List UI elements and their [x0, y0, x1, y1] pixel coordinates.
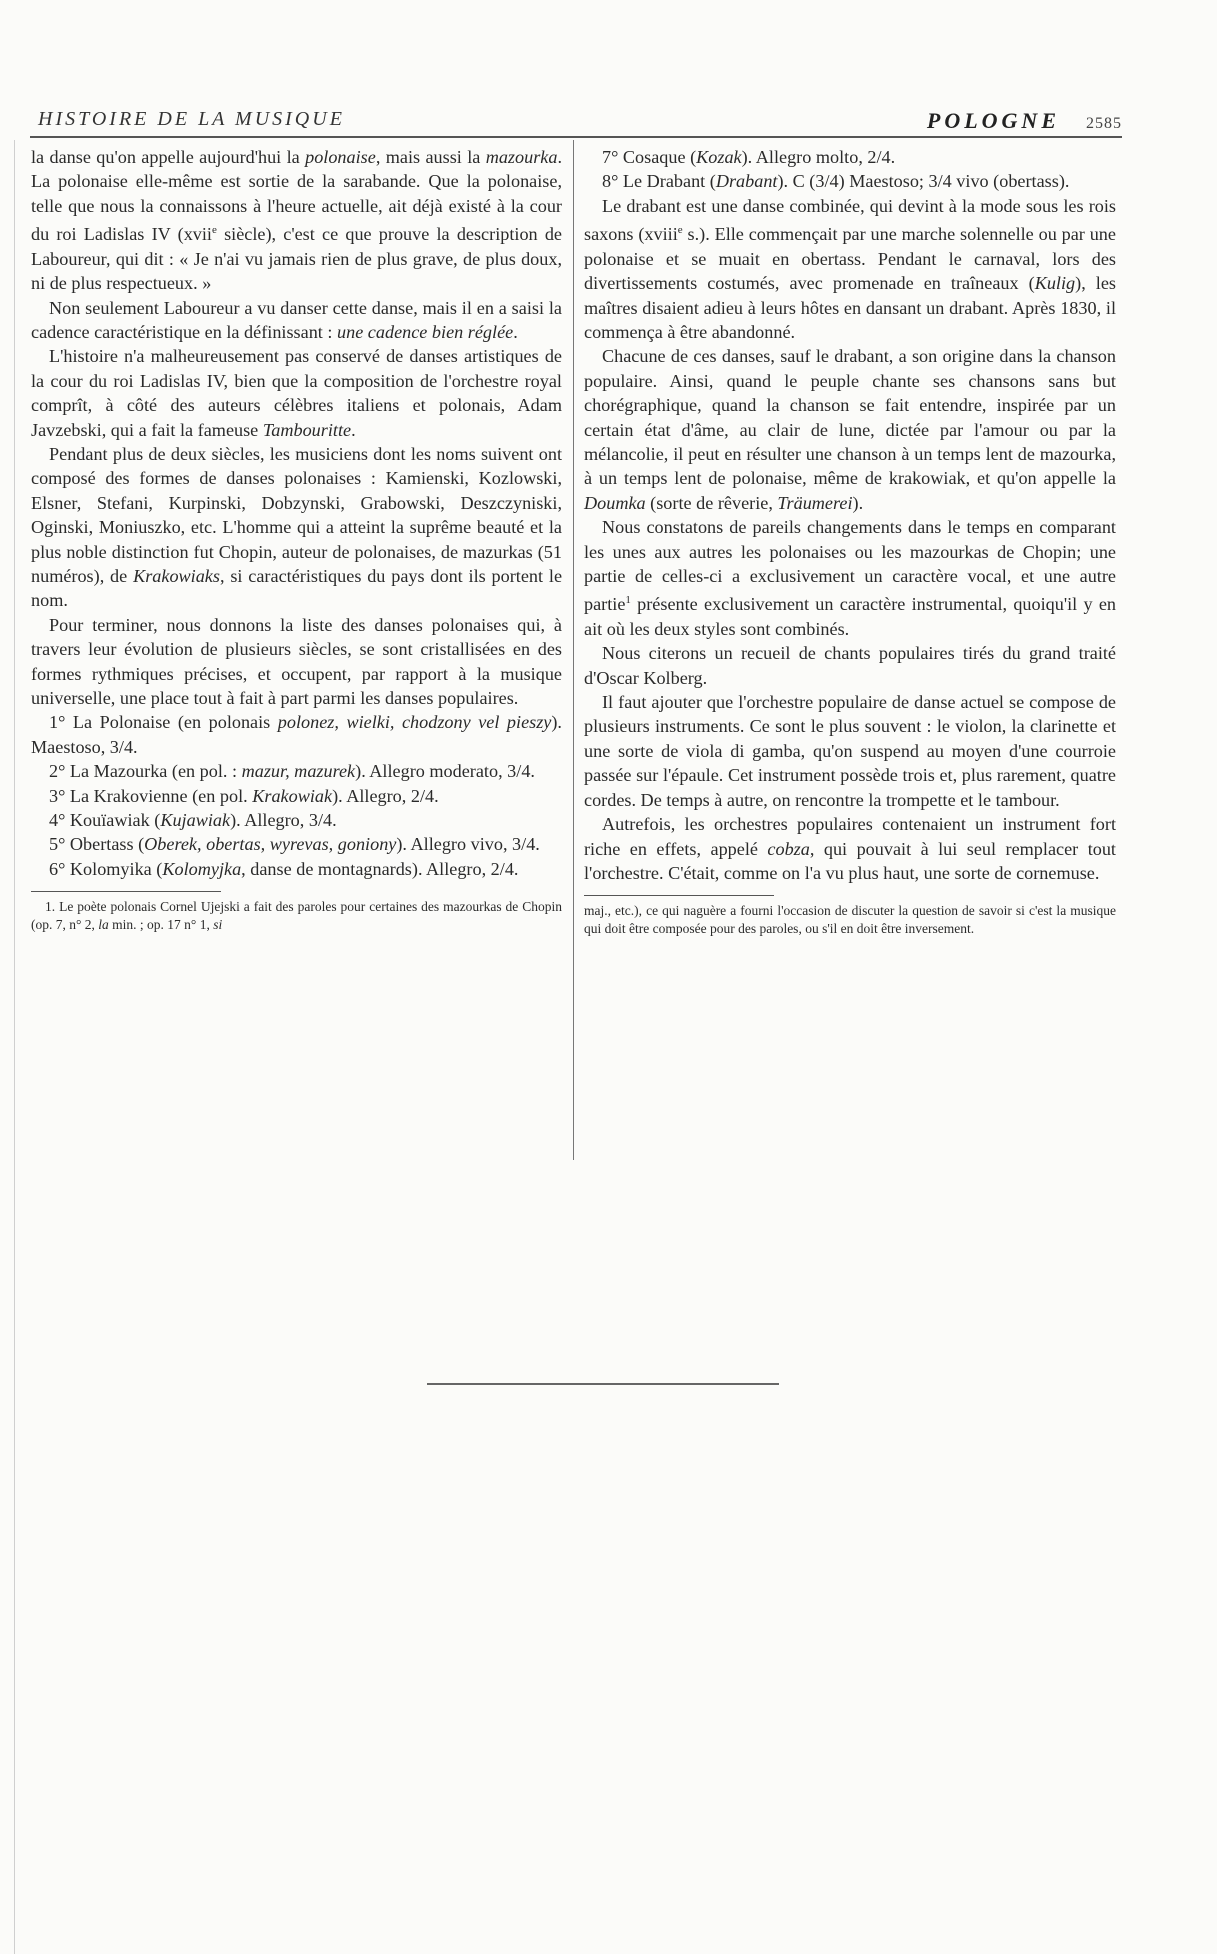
paragraph: Nous constatons de pareils changements dans le temps en comparant les unes aux autres les polonaises ou les mazourkas de Chopin; une partie de celles-ci a exclusivement un caractère vocal, et une autre partie$^1$ présente exclusivement un caractère instrumental, quoiqu'il y en ait où les deux styles sont combinés. — [584, 517, 1116, 639]
paragraph: Nous citerons un recueil de chants populaires tirés du grand traité d'Oscar Kolberg. — [584, 643, 1116, 688]
dance-list-item: 8° Le Drabant (Drabant). C (3/4) Maestoso; 3/4 vivo (obertass). — [602, 171, 1070, 192]
dance-list-item: 3° La Krakovienne (en pol. Krakowiak). Allegro, 2/4. — [49, 785, 439, 806]
dance-list-item: 5° Obertass (Oberek, obertas, wyrevas, goniony). Allegro vivo, 3/4. — [49, 834, 540, 855]
paragraph: Pendant plus de deux siècles, les musiciens dont les noms suivent ont composé des formes de danses polonaises : Kamienski, Kozlowski, Elsner, Stefani, Kurpinski, Dobzynski, Grabowski, Deszczyniski, Oginski, Moniuszko, etc. L'homme qui a atteint la suprême beauté et la plus noble distinction fut Chopin, auteur de polonaises, de mazurkas (51 numéros), de Krakowiaks, si caractéristiques du pays dont ils portent le nom. — [31, 443, 563, 611]
paragraph: Chacune de ces danses, sauf le drabant, a son origine dans la chanson populaire. Ainsi, quand le peuple chante ses chansons sans but chorégraphique, quand la chanson se fait entendre, inspirée par un certain état d'âme, au clair de lune, dictée par l'amour ou par la mélancolie, il peut en résulter une chanson à un temps lent de mazourka, à un temps lent de polonaise, même de krakowiak, et qu'on appelle la Doumka (sorte de rêverie, Träumerei). — [584, 346, 1116, 513]
right-column — [584, 145, 1116, 938]
dance-list-item: 7° Cosaque (Kozak). Allegro molto, 2/4. — [602, 147, 896, 167]
column-divider — [573, 140, 574, 1160]
footnote-rule — [31, 891, 221, 892]
paragraph: la danse qu'on appelle aujourd'hui la polonaise, mais aussi la mazourka. La polonaise elle-même est sortie de la sarabande. Que la polonaise, telle que nous la connaissons à l'heure actuelle, ait déjà existé à la cour du roi Ladislas IV (xvii$^e$ siècle), c'est ce que prouve la description de Laboureur, qui dit : « Je n'ai vu jamais rien de plus grave, de plus doux, ni de plus respectueux. » — [31, 147, 562, 294]
paragraph: Pour terminer, nous donnons la liste des danses polonaises qui, à travers leur évolution de plusieurs siècles, se sont cristallisées en des formes rythmiques précises, et occupent, par rapport à la musique universelle, une place tout à fait à part parmi les danses populaires. — [31, 614, 562, 708]
section-title — [927, 108, 1122, 134]
dance-list-item: 6° Kolomyika (Kolomyjka, danse de montagnards). Allegro, 2/4. — [49, 858, 519, 879]
footnote-rule — [584, 895, 774, 896]
page-number: 2585 — [1086, 115, 1122, 132]
paragraph: Non seulement Laboureur a vu danser cette danse, mais il en a saisi la cadence caractéristique en la définissant : une cadence bien réglée. — [31, 297, 562, 342]
footnote-continuation: maj., etc.), ce qui naguère a fourni l'occasion de discuter la question de savoir si c'est la musique qui doit être composée pour des paroles, ou s'il en doit être inversement. — [584, 903, 1116, 937]
paragraph: Autrefois, les orchestres populaires contenaient un instrument fort riche en effets, appelé cobza, qui pouvait à lui seul remplacer tout l'orchestre. C'était, comme on l'a vu plus haut, une sorte de cornemuse. — [584, 814, 1116, 883]
paragraph: L'histoire n'a malheureusement pas conservé de danses artistiques de la cour du roi Ladislas IV, bien que la composition de l'orchestre royal comprît, à côté des auteurs célèbres italiens et polonais, Adam Javzebski, qui a fait la fameuse Tambouritte. — [31, 346, 562, 440]
page-edge-line — [14, 140, 15, 1954]
running-title: HISTOIRE DE LA MUSIQUE — [38, 108, 345, 130]
dance-list-item: 1° La Polonaise (en polonais polonez, wielki, chodzony vel pieszy). Maestoso, 3/4. — [31, 712, 562, 757]
dance-list-item: 2° La Mazourka (en pol. : mazur, mazurek). Allegro moderato, 3/4. — [49, 761, 535, 782]
section-name: POLOGNE — [926, 108, 1060, 133]
footnote: 1. Le poète polonais Cornel Ujejski a fait des paroles pour certaines des mazourkas de Chopin (op. 7, n° 2, la min. ; op. 17 n° 1, si — [31, 899, 562, 933]
paragraph: Il faut ajouter que l'orchestre populaire de danse actuel se compose de plusieurs instruments. Ce sont le plus souvent : le violon, la clarinette et une sorte de viola di gamba, qu'on suspend au moyen d'une courroie passée sur l'épaule. Cet instrument possède trois et, plus rarement, quatre cordes. De temps à autre, on rencontre la trompette et le tambour. — [584, 692, 1116, 810]
running-header — [30, 106, 1122, 136]
end-rule — [427, 1383, 779, 1385]
paragraph: Le drabant est une danse combinée, qui devint à la mode sous les rois saxons (xviii$^e$ s.). Elle commençait par une marche solennelle ou par une polonaise et se muait en obertass. Pendant le carnaval, lors des divertissements costumés, avec promenade en traîneaux (Kulig), les maîtres disaient adieu à leurs hôtes en dansant un drabant. Après 1830, il commença à être abandonné. — [584, 195, 1117, 342]
dance-list-item: 4° Kouïawiak (Kujawiak). Allegro, 3/4. — [49, 810, 337, 831]
left-column — [31, 145, 562, 934]
header-rule — [30, 136, 1122, 138]
